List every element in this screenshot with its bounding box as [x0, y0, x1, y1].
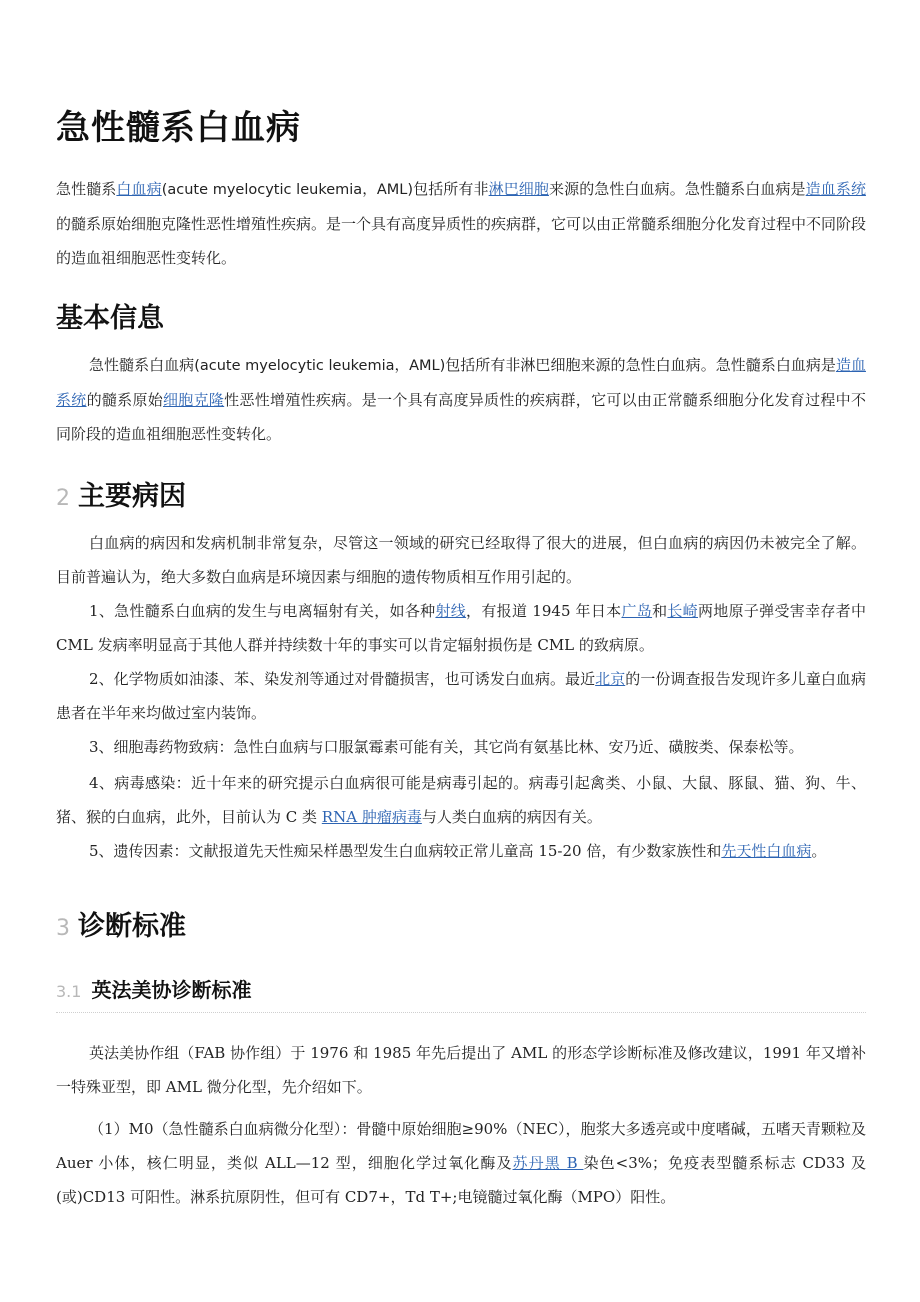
link-hematopoietic-system-2[interactable]: 造血系统 [56, 356, 866, 409]
link-rna-tumor-virus[interactable]: RNA 肿瘤病毒 [321, 808, 422, 826]
cause-genetic-paragraph: 5、遗传因素：文献报道先天性痴呆样愚型发生白血病较正常儿童高 15-20 倍，有少数家族性和先天性白血病。 [89, 842, 827, 860]
section-heading-causes: 2 主要病因 [56, 481, 186, 512]
link-nagasaki[interactable]: 长崎 [667, 602, 698, 620]
subsection-heading-fab: 3.1 英法美协诊断标准 [56, 978, 252, 1002]
link-leukemia[interactable]: 白血病 [116, 180, 162, 198]
subsection-number: 3.1 [56, 982, 82, 1001]
basic-info-paragraph: 急性髓系白血病(acute myelocytic leukemia，AML)包括所有非淋巴细胞来源的急性白血病。急性髓系白血病是造血系统的髓系原始细胞克隆性恶性增殖性疾病。是一个具有高度异质性的疾病群，它可以由正常髓系细胞分化发育过程中不同阶段的造血祖细胞恶性变转化。 [56, 356, 866, 443]
cause-radiation-paragraph: 1、急性髓系白血病的发生与电离辐射有关，如各种射线，有报道 1945 年日本广岛和长崎两地原子弹受害幸存者中 CML 发病率明显高于其他人群并持续数十年的事实可以肯定辐射损伤是 CML 的致病原。 [56, 602, 866, 654]
page-title: 急性髓系白血病 [56, 108, 301, 148]
section-number: 2 [56, 486, 70, 511]
fab-m0-paragraph: （1）M0（急性髓系白血病微分化型）：骨髓中原始细胞≥90%（NEC），胞浆大多透亮或中度嗜碱，五嗜天青颗粒及 Auer 小体，核仁明显，类似 ALL—12 型，细胞化学过氧化酶及苏丹黑 B 染色<3%；免疫表型髓系标志 CD33 及(或)CD13 可阳性。淋系抗原阴性，但可有 CD7+，Td T+;电镜髓过氧化酶（MPO）阳性。 [56, 1120, 866, 1206]
link-lymphocyte[interactable]: 淋巴细胞 [488, 180, 549, 198]
link-sudan-black-b[interactable]: 苏丹黑 B [512, 1154, 584, 1172]
section-divider [56, 1012, 866, 1013]
link-congenital-leukemia[interactable]: 先天性白血病 [721, 842, 812, 860]
section-number: 3 [56, 916, 70, 941]
link-beijing[interactable]: 北京 [595, 670, 626, 688]
cause-virus-paragraph: 4、病毒感染：近十年来的研究提示白血病很可能是病毒引起的。病毒引起禽类、小鼠、大鼠、豚鼠、猫、狗、牛、猪、猴的白血病，此外，目前认为 C 类 RNA 肿瘤病毒与人类白血病的病因有关。 [56, 774, 866, 826]
causes-intro-paragraph: 白血病的病因和发病机制非常复杂，尽管这一领域的研究已经取得了很大的进展，但白血病的病因仍未被完全了解。目前普遍认为，绝大多数白血病是环境因素与细胞的遗传物质相互作用引起的。 [56, 534, 866, 586]
section-heading-diagnosis: 3 诊断标准 [56, 911, 186, 942]
link-rays[interactable]: 射线 [435, 602, 467, 620]
link-hiroshima[interactable]: 广岛 [621, 602, 653, 620]
intro-paragraph: 急性髓系白血病(acute myelocytic leukemia，AML)包括所有非淋巴细胞来源的急性白血病。急性髓系白血病是造血系统的髓系原始细胞克隆性恶性增殖性疾病。是一个具有高度异质性的疾病群，它可以由正常髓系细胞分化发育过程中不同阶段的造血祖细胞恶性变转化。 [56, 180, 867, 267]
link-hematopoietic-system[interactable]: 造血系统 [805, 180, 866, 198]
cause-drug-paragraph: 3、细胞毒药物致病：急性白血病与口服氯霉素可能有关，其它尚有氨基比林、安乃近、磺胺类、保泰松等。 [89, 738, 804, 756]
fab-intro-paragraph: 英法美协作组（FAB 协作组）于 1976 和 1985 年先后提出了 AML 的形态学诊断标准及修改建议，1991 年又增补一特殊亚型，即 AML 微分化型，先介绍如下。 [56, 1044, 866, 1096]
cause-chemical-paragraph: 2、化学物质如油漆、苯、染发剂等通过对骨髓损害，也可诱发白血病。最近北京的一份调查报告发现许多儿童白血病患者在半年来均做过室内装饰。 [56, 670, 866, 722]
section-heading-basic-info: 基本信息 [56, 303, 164, 334]
link-cell-clone[interactable]: 细胞克隆 [163, 391, 225, 409]
